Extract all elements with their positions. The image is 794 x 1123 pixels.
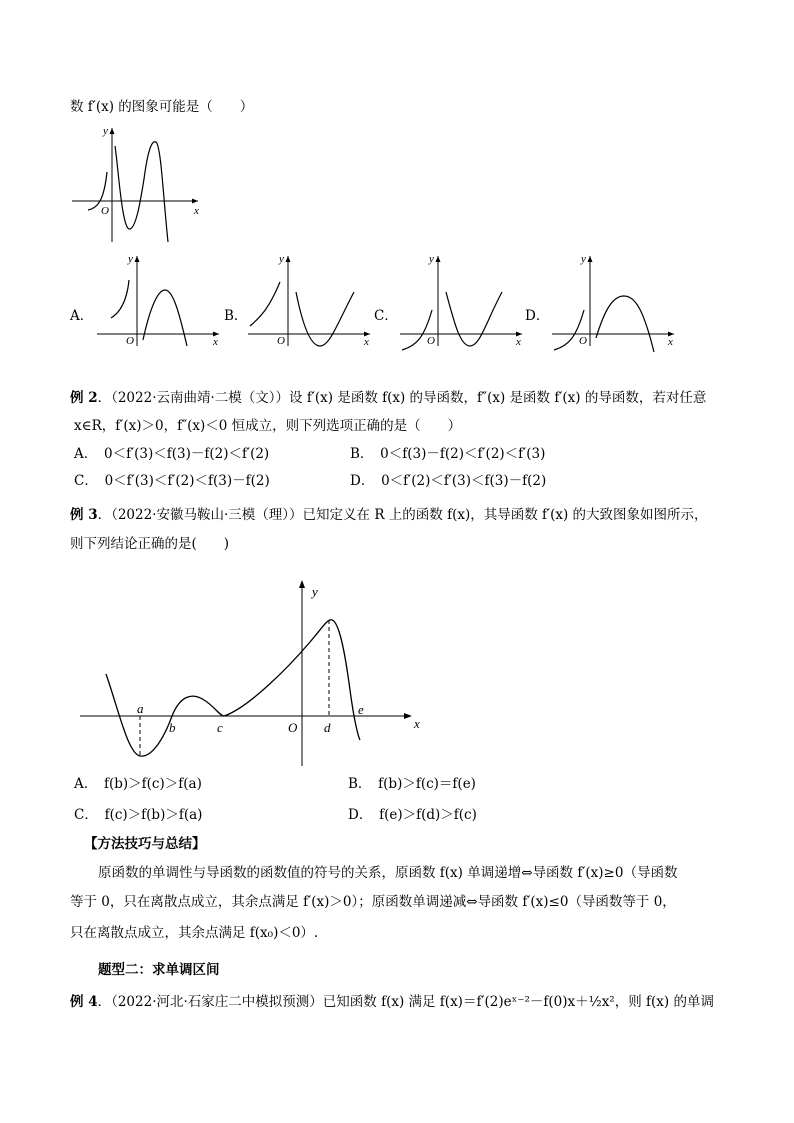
point-a-label: a [137, 701, 144, 716]
q1-option-d-graph [550, 252, 680, 348]
x-axis-label: x [414, 716, 420, 731]
x-axis-label: x [194, 205, 199, 217]
point-d-label: d [324, 720, 331, 735]
svg-text:x: x [516, 336, 521, 348]
ex3-option-c: C． f(c)＞f(b)＞f(a) [74, 807, 203, 823]
summary-line1: 原函数的单调性与导函数的函数值的符号的关系，原函数 f(x) 单调递增⇔导函数 f′(x)≥0（导函数 [98, 865, 678, 881]
summary-line3: 只在离散点成立，其余点满足 f(x₀)＜0）. [70, 925, 319, 941]
q1-option-c-label: C． [374, 308, 398, 324]
ex2-line1: 例 2．（2022·云南曲靖·二模（文））设 f′(x) 是函数 f(x) 的导函数，f″(x) 是函数 f′(x) 的导函数，若对任意 [70, 390, 707, 406]
summary-title: 【方法技巧与总结】 [84, 836, 206, 852]
ex3-option-b: B． f(b)＞f(c)＝f(e) [348, 776, 476, 792]
svg-text:O: O [126, 335, 134, 347]
q1-option-b-label: B． [224, 308, 248, 324]
svg-text:O: O [277, 335, 285, 347]
summary-line2: 等于 0，只在离散点成立，其余点满足 f′(x)＞0）；原函数单调递减⇔导函数 f′(x)≤0（导函数等于 0， [70, 894, 676, 910]
q1-option-a-graph [95, 252, 225, 348]
ex3-option-d: D． f(e)＞f(d)＞f(c) [348, 807, 477, 823]
svg-text:x: x [668, 336, 673, 348]
y-axis-label: y [103, 125, 108, 137]
svg-text:y: y [429, 253, 434, 265]
ex3-line2: 则下列结论正确的是( ) [70, 536, 230, 552]
svg-text:O: O [427, 335, 435, 347]
ex2-option-b: B． 0＜f(3)－f(2)＜f′(2)＜f′(3) [350, 446, 546, 462]
point-e-label: e [358, 702, 364, 717]
ex2-option-c: C． 0＜f′(3)＜f′(2)＜f(3)－f(2) [74, 473, 270, 489]
q1-intro: 数 f′(x) 的图象可能是（ ） [70, 99, 254, 115]
q1-main-graph [70, 124, 210, 244]
svg-text:O: O [579, 335, 587, 347]
ex3-derivative-graph [78, 578, 428, 768]
ex2-option-d: D． 0＜f′(2)＜f′(3)＜f(3)－f(2) [350, 473, 547, 489]
svg-text:y: y [128, 253, 133, 265]
y-axis-label: y [312, 584, 318, 599]
q1-option-d-label: D． [525, 308, 550, 324]
ex3-line1: 例 3．（2022·安徽马鞍山·三模（理））已知定义在 R 上的函数 f(x)，其导函数 f′(x) 的大致图象如图所示， [70, 507, 708, 523]
ex3-option-a: A． f(b)＞f(c)＞f(a) [74, 776, 202, 792]
point-c-label: c [217, 720, 223, 735]
ex2-option-a: A． 0＜f′(3)＜f(3)－f(2)＜f′(2) [74, 446, 270, 462]
ex4-line1: 例 4．（2022·河北·石家庄二中模拟预测）已知函数 f(x) 满足 f(x)＝f′(2)eˣ⁻²－f(0)x＋½x²，则 f(x) 的单调 [70, 994, 714, 1010]
point-b-label: b [169, 720, 176, 735]
q1-option-c-graph [398, 252, 528, 348]
ex2-line2: x∈R，f′(x)＞0，f″(x)＜0 恒成立，则下列选项正确的是（ ） [74, 418, 462, 434]
origin-label: O [101, 205, 109, 217]
svg-text:y: y [279, 253, 284, 265]
q1-option-a-label: A． [70, 308, 94, 324]
svg-text:x: x [213, 336, 218, 348]
svg-text:x: x [364, 336, 369, 348]
svg-text:y: y [581, 253, 586, 265]
origin-label: O [288, 720, 298, 735]
section-title-type2: 题型二：求单调区间 [98, 962, 220, 978]
q1-option-b-graph [246, 252, 376, 348]
